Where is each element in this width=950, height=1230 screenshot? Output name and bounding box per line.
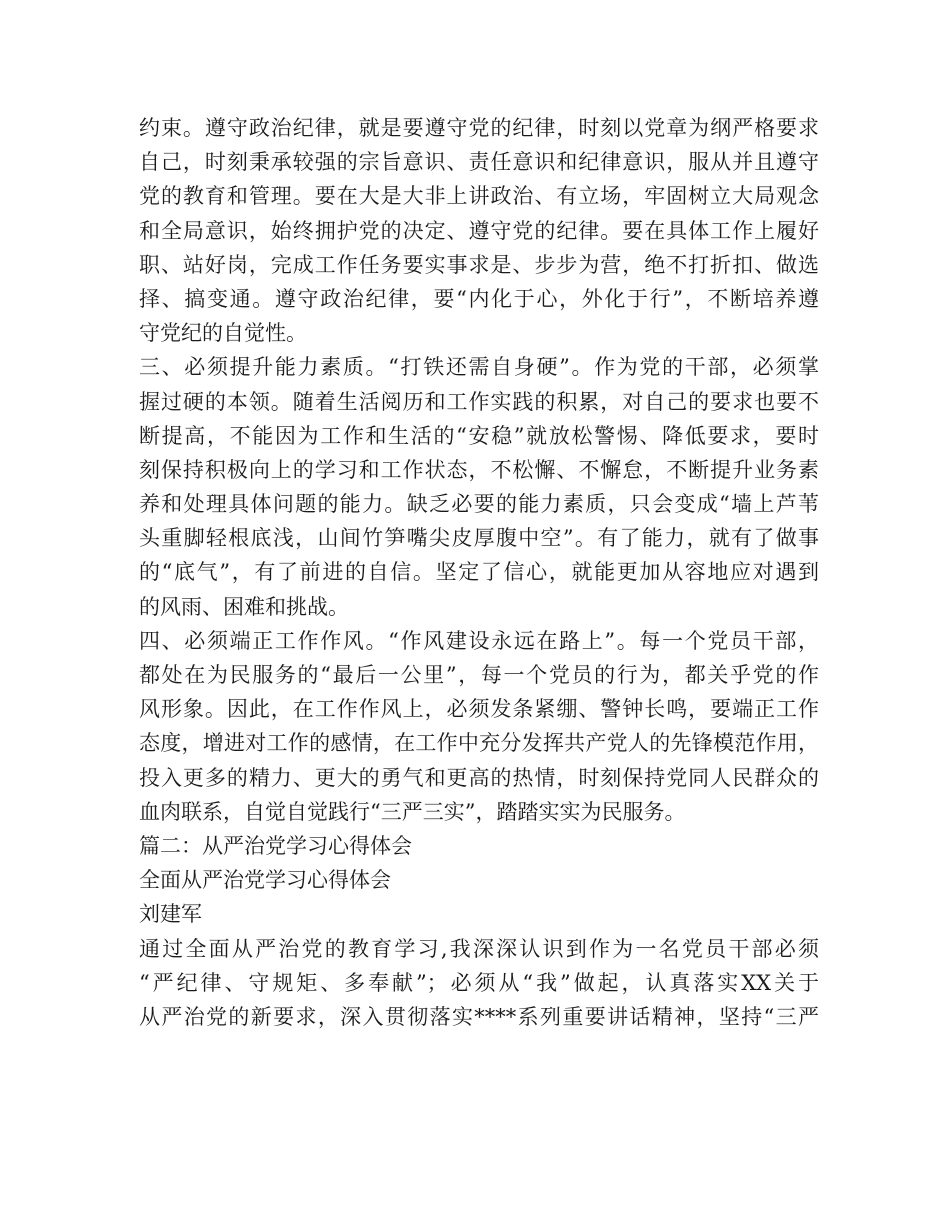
text-line: 择、搞变通。遵守政治纪律，要“内化于心，外化于行”，不断培养遵 bbox=[139, 286, 819, 311]
text-line: 投入更多的精力、更大的勇气和更高的热情，时刻保持党同人民群众的 bbox=[139, 765, 819, 790]
text-line: 篇二：从严治党学习心得体会 bbox=[139, 833, 412, 858]
text-line: 养和处理具体问题的能力。缺乏必要的能力素质，只会变成“墙上芦苇 bbox=[139, 492, 819, 517]
text-line: 约束。遵守政治纪律，就是要遵守党的纪律，时刻以党章为纲严格要求 bbox=[139, 116, 819, 140]
text-line: 刘建军 bbox=[139, 902, 202, 927]
text-line: 四、必须端正工作作风。“作风建设永远在路上”。每一个党员干部， bbox=[139, 628, 819, 653]
text-line: 的“底气”，有了前进的自信。坚定了信心，就能更加从容地应对遇到 bbox=[139, 560, 819, 585]
text-line: 党的教育和管理。要在大是大非上讲政治、有立场，牢固树立大局观念 bbox=[139, 184, 819, 209]
text-line: 断提高，不能因为工作和生活的“安稳”就放松警惕、降低要求，要时 bbox=[139, 423, 819, 448]
text-line: 三、必须提升能力素质。“打铁还需自身硬”。作为党的干部，必须掌 bbox=[139, 355, 819, 380]
text-line: 和全局意识，始终拥护党的决定、遵守党的纪律。要在具体工作上履好 bbox=[139, 218, 819, 243]
text-line: 自己，时刻秉承较强的宗旨意识、责任意识和纪律意识，服从并且遵守 bbox=[139, 150, 819, 175]
text-line: 的风雨、困难和挑战。 bbox=[139, 594, 349, 619]
text-line: 都处在为民服务的“最后一公里”，每一个党员的行为，都关乎党的作 bbox=[139, 663, 819, 687]
body-text bbox=[139, 111, 819, 1034]
text-line: 血肉联系，自觉自觉践行“三严三实”，踏踏实实为民服务。 bbox=[139, 799, 686, 824]
text-line: 守党纪的自觉性。 bbox=[139, 321, 307, 346]
text-line: 职、站好岗，完成工作任务要实事求是、步步为营，绝不打折扣、做选 bbox=[139, 252, 819, 277]
text-line: “严纪律、守规矩、多奉献”；必须从“我”做起，认真落实XX关于 bbox=[139, 970, 819, 995]
text-line: 风形象。因此，在工作作风上，必须发条紧绷、警钟长鸣，要端正工作 bbox=[139, 697, 819, 722]
text-line: 刻保持积极向上的学习和工作状态，不松懈、不懈怠，不断提升业务素 bbox=[139, 457, 819, 482]
text-line: 头重脚轻根底浅，山间竹笋嘴尖皮厚腹中空”。有了能力，就有了做事 bbox=[139, 526, 819, 551]
text-line: 态度，增进对工作的感情，在工作中充分发挥共产党人的先锋模范作用， bbox=[139, 731, 819, 756]
text-line: 全面从严治党学习心得体会 bbox=[139, 868, 391, 893]
text-line: 握过硬的本领。随着生活阅历和工作实践的积累，对自己的要求也要不 bbox=[139, 389, 819, 414]
text-line: 从严治党的新要求，深入贯彻落实****系列重要讲话精神，坚持“三严 bbox=[139, 1004, 819, 1029]
text-line: 通过全面从严治党的教育学习,我深深认识到作为一名党员干部必须 bbox=[139, 936, 819, 961]
